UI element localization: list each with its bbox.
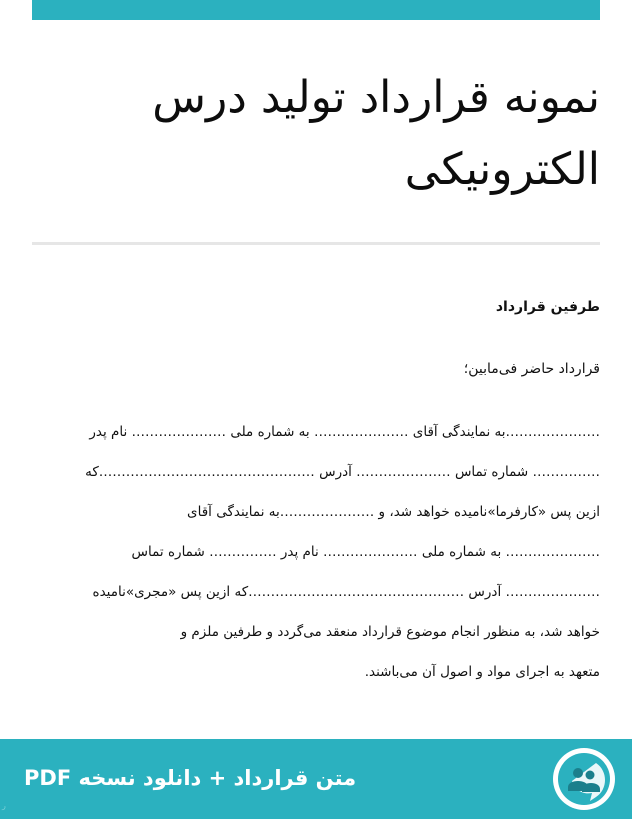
paragraph-line: ………………… به شماره ملی ………………… نام پدر …………… شماره تماس (131, 544, 600, 560)
section-heading: طرفین قرارداد (495, 299, 600, 315)
paragraph-line: ازین پس «کارفرما»نامیده خواهد شد، و …………………به نمایندگی آقای (187, 504, 600, 520)
paragraph-line: متعهد به اجرای مواد و اصول آن می‌باشند. (364, 664, 600, 680)
paragraph-line: …………… شماره تماس ………………… آدرس …………………………………………که (85, 464, 600, 480)
page-title (32, 62, 600, 206)
download-banner[interactable] (0, 739, 632, 819)
paragraph-line: …………………به نمایندگی آقای ………………… به شماره ملی ………………… نام پدر (89, 424, 600, 440)
paragraph-line: خواهد شد، به منظور انجام موضوع قرارداد منعقد می‌گردد و طرفین ملزم و (180, 624, 600, 640)
intro-text: قرارداد حاضر فی‌مابین؛ (463, 361, 600, 377)
title-divider (32, 242, 600, 245)
contract-parties-paragraph (32, 412, 600, 692)
title-line-1: نمونه قرارداد تولید درس (152, 72, 600, 123)
top-accent-bar (32, 0, 600, 20)
paragraph-line: ………………… آدرس …………………………………………که ازین پس «مجری»نامیده (92, 584, 600, 600)
corner-mark: ر (2, 801, 6, 810)
download-banner-text[interactable]: متن قرارداد + دانلود نسخه PDF (24, 766, 357, 790)
title-line-2: الکترونیکی (404, 144, 600, 195)
people-chat-icon (552, 747, 616, 811)
